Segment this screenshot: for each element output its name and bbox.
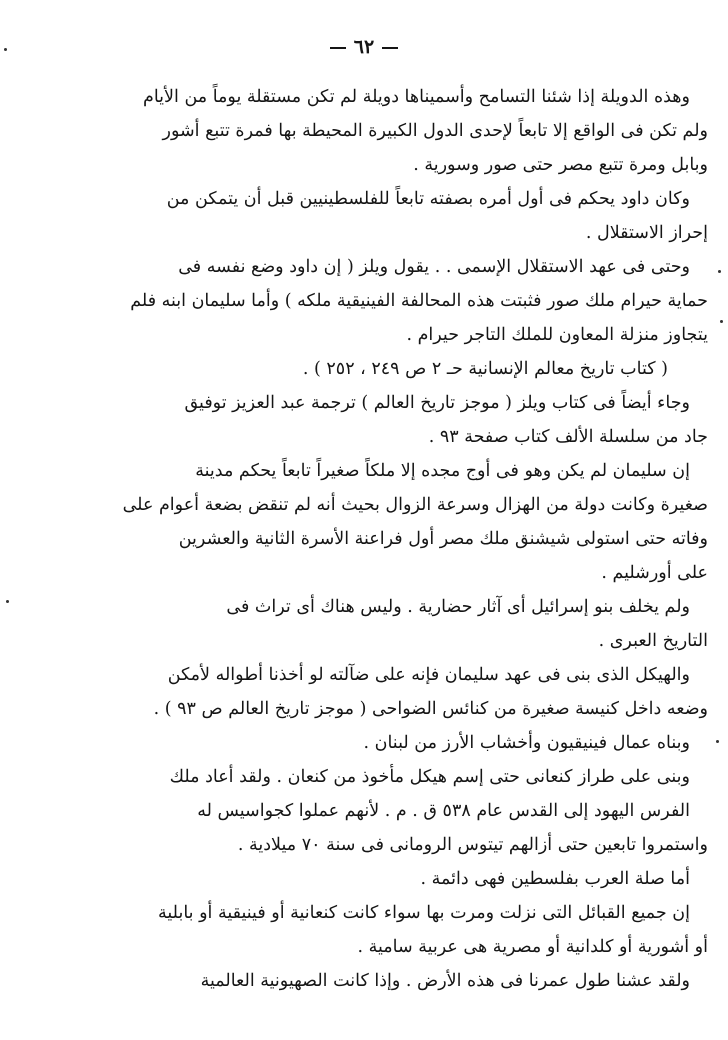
text-line: وكان داود يحكم فى أول أمره بصفته تابعاً للفلسطينيين قبل أن يتمكن من bbox=[166, 189, 690, 209]
text-line: وفاته حتى استولى شيشنق ملك مصر أول فراعنة الأسرة الثانية والعشرين bbox=[178, 529, 708, 549]
dash-left bbox=[382, 47, 398, 49]
text-line: إن جميع القبائل التى نزلت ومرت بها سواء كانت كنعانية أو فينيقية أو بابلية bbox=[158, 903, 690, 923]
margin-speck bbox=[4, 48, 7, 51]
text-line: وهذه الدويلة إذا شئنا التسامح وأسميناها دويلة لم تكن مستقلة يوماً من الأيام bbox=[143, 87, 690, 107]
text-line: حماية حيرام ملك صور فثبتت هذه المحالفة الفينيقية ملكه ) وأما سليمان ابنه فلم bbox=[130, 291, 708, 311]
text-line: التاريخ العبرى . bbox=[88, 624, 708, 658]
margin-speck bbox=[716, 740, 719, 743]
text-line: واستمروا تابعين حتى أزالهم تيتوس الرومانى فى سنة ٧٠ ميلادية . bbox=[237, 835, 708, 855]
margin-speck bbox=[6, 600, 9, 603]
text-line: إن سليمان لم يكن وهو فى أوج مجده إلا ملكاً صغيراً تابعاً يحكم مدينة bbox=[195, 461, 690, 481]
text-line: ولم يخلف بنو إسرائيل أى آثار حضارية . وليس هناك أى تراث فى bbox=[226, 597, 690, 617]
page-number-text: ٦٢ bbox=[353, 36, 375, 58]
text-line: ولم تكن فى الواقع إلا تابعاً لإحدى الدول الكبيرة المحيطة بها فمرة تتبع أشور bbox=[162, 121, 708, 141]
text-line: صغيرة وكانت دولة من الهزال وسرعة الزوال بحيث أنه لم تنقض بضعة أعوام على bbox=[122, 495, 708, 515]
text-line: على أورشليم . bbox=[601, 563, 708, 583]
text-line: وحتى فى عهد الاستقلال الإسمى . . يقول ويلز ( إن داود وضع نفسه فى bbox=[178, 257, 690, 277]
text-line: وبنى على طراز كنعانى حتى إسم هيكل مأخوذ من كنعان . ولقد أعاد ملك bbox=[169, 767, 690, 787]
margin-speck bbox=[718, 270, 721, 273]
margin-speck bbox=[720, 320, 723, 323]
text-line: يتجاوز منزلة المعاون للملك التاجر حيرام . bbox=[406, 325, 708, 345]
citation-line: ( كتاب تاريخ معالم الإنسانية حـ ٢ ص ٢٤٩ ، ٢٥٢ ) . bbox=[302, 359, 668, 379]
text-line: والهيكل الذى بنى فى عهد سليمان فإنه على ضآلته لو أخذنا أطواله لأمكن bbox=[167, 665, 690, 685]
body-text bbox=[88, 80, 708, 998]
text-line: وبناه عمال فينيقيون وأخشاب الأرز من لبنان . bbox=[363, 733, 690, 753]
text-line: إحراز الاستقلال . bbox=[585, 223, 708, 243]
text-line: أو أشورية أو كلدانية أو مصرية هى عربية سامية . bbox=[357, 937, 708, 957]
text-line: ولقد عشنا طول عمرنا فى هذه الأرض . وإذا كانت الصهيونية العالمية bbox=[200, 971, 690, 991]
text-line: أما صلة العرب بفلسطين فهى دائمة . bbox=[420, 869, 690, 889]
page-number bbox=[0, 36, 728, 58]
text-line: وضعه داخل كنيسة صغيرة من كنائس الضواحى ( موجز تاريخ العالم ص ٩٣ ) . bbox=[153, 699, 708, 719]
text-line: وبابل ومرة تتبع مصر حتى صور وسورية . bbox=[413, 155, 708, 175]
dash-right bbox=[330, 47, 346, 49]
text-line: الفرس اليهود إلى القدس عام ٥٣٨ ق . م . لأنهم عملوا كجواسيس له bbox=[197, 801, 690, 821]
text-line: جاد من سلسلة الألف كتاب صفحة ٩٣ . bbox=[428, 427, 708, 447]
text-line: وجاء أيضاً فى كتاب ويلز ( موجز تاريخ العالم ) ترجمة عبد العزيز توفيق bbox=[184, 393, 690, 413]
